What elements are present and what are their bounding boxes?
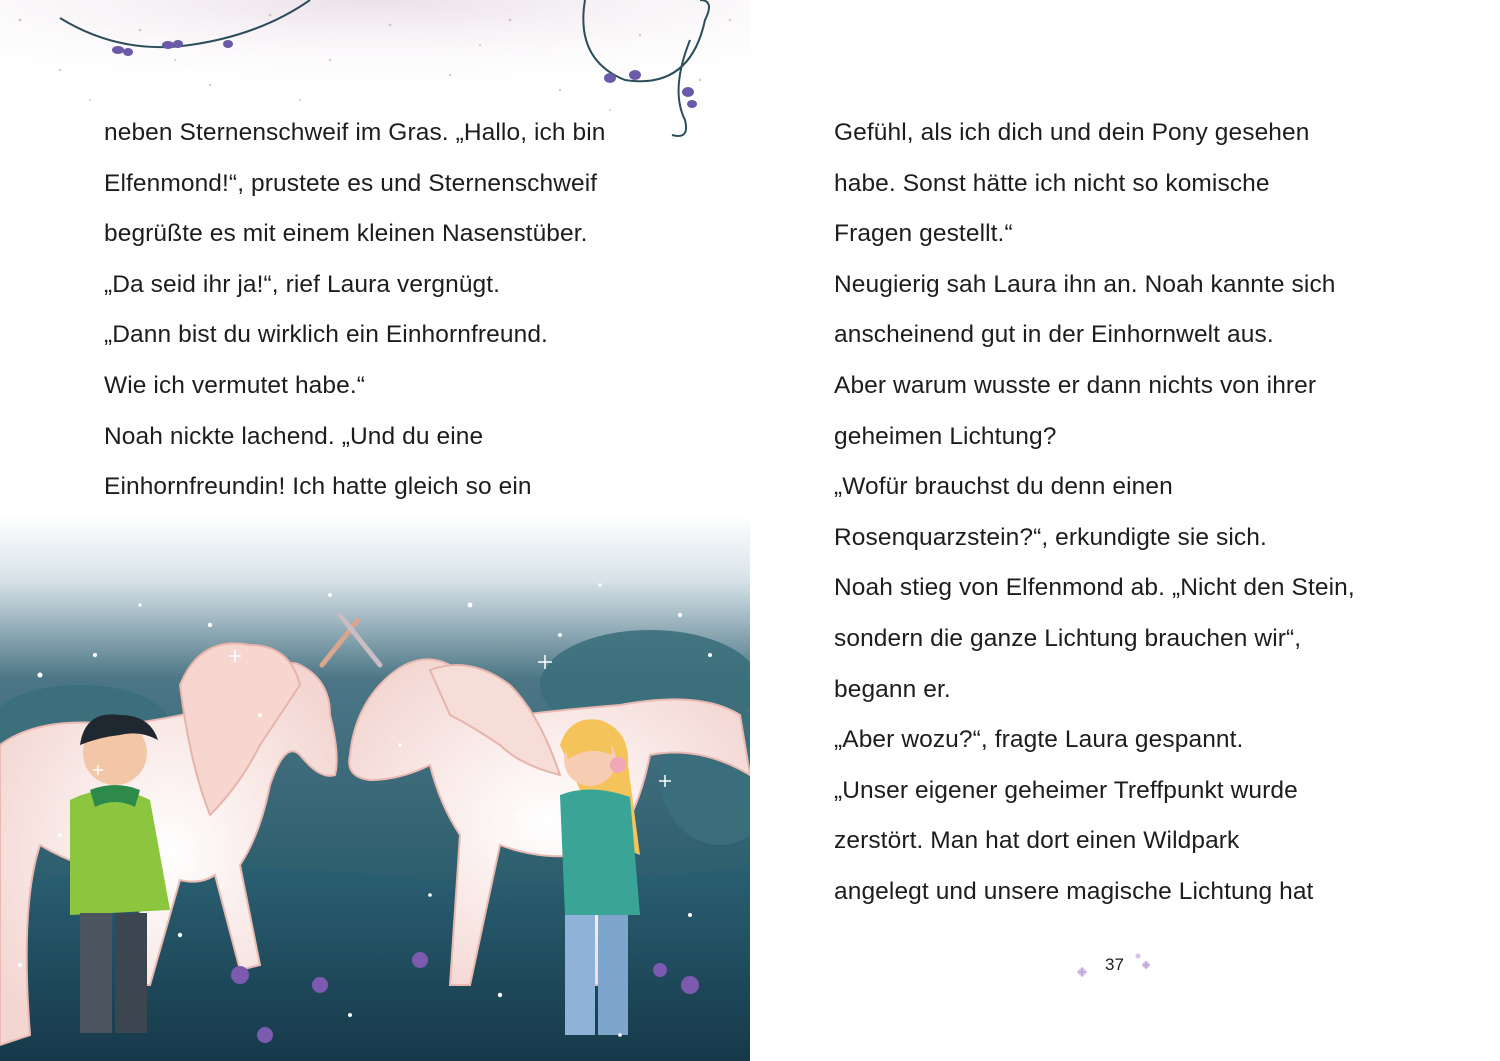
text-line: begrüßte es mit einem kleinen Nasenstüber. xyxy=(104,220,588,248)
text-line: Neugierig sah Laura ihn an. Noah kannte sich xyxy=(834,270,1336,298)
right-page-text xyxy=(834,108,1355,918)
text-line: neben Sternenschweif im Gras. „Hallo, ich bin xyxy=(104,119,606,146)
text-line: Noah nickte lachend. „Und du eine xyxy=(104,422,484,450)
text-line: sondern die ganze Lichtung brauchen wir“, xyxy=(834,624,1302,652)
unicorn-illustration xyxy=(0,515,750,1061)
page-number-area xyxy=(1076,952,1156,982)
text-line: „Wofür brauchst du denn einen xyxy=(834,473,1173,501)
text-line: Einhornfreundin! Ich hatte gleich so ein xyxy=(104,473,532,501)
text-line: Aber warum wusste er dann nichts von ihrer xyxy=(834,371,1317,399)
right-page xyxy=(750,0,1500,1061)
text-line: Wie ich vermutet habe.“ xyxy=(104,371,366,399)
girl-laura xyxy=(560,719,640,1035)
text-line: Rosenquarzstein?“, erkundigte sie sich. xyxy=(834,523,1267,551)
text-line: „Unser eigener geheimer Treffpunkt wurde xyxy=(834,776,1298,804)
text-line: „Da seid ihr ja!“, rief Laura vergnügt. xyxy=(104,270,501,298)
text-line: Gefühl, als ich dich und dein Pony gesehen xyxy=(834,119,1310,146)
text-line: „Dann bist du wirklich ein Einhornfreund. xyxy=(104,321,548,349)
text-line: geheimen Lichtung? xyxy=(834,422,1057,450)
text-line: habe. Sonst hätte ich nicht so komische xyxy=(834,169,1270,197)
text-line: Noah stieg von Elfenmond ab. „Nicht den Stein, xyxy=(834,574,1355,602)
text-line: „Aber wozu?“, fragte Laura gespannt. xyxy=(834,726,1244,754)
text-line: Elfenmond!“, prustete es und Sternenschweif xyxy=(104,169,598,197)
left-page-text xyxy=(104,108,606,513)
page-number: 37 xyxy=(1105,955,1124,974)
text-line: zerstört. Man hat dort einen Wildpark xyxy=(834,827,1240,855)
text-line: angelegt und unsere magische Lichtung hat xyxy=(834,877,1314,905)
text-line: anscheinend gut in der Einhornwelt aus. xyxy=(834,321,1274,349)
text-line: begann er. xyxy=(834,675,951,703)
text-line: Fragen gestellt.“ xyxy=(834,220,1013,248)
